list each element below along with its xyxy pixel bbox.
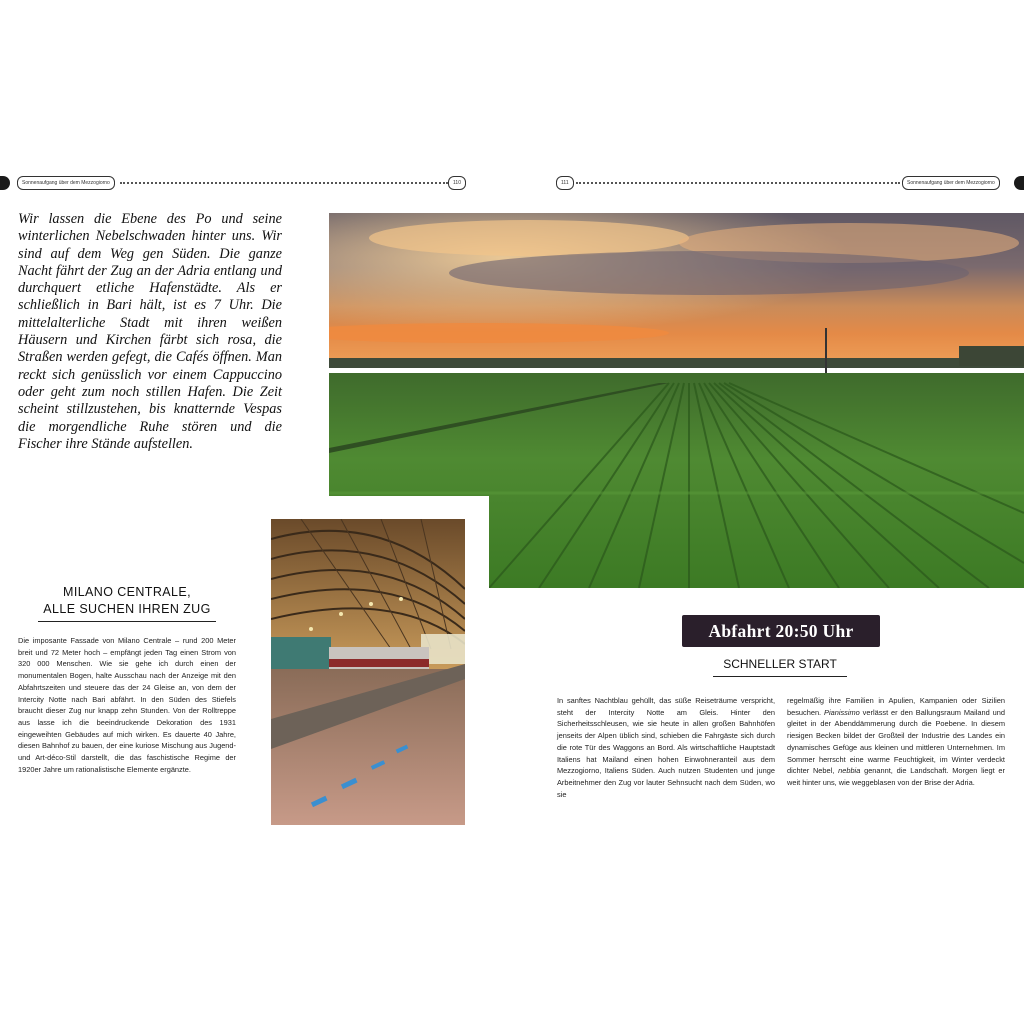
abfahrt-subtitle: SCHNELLER START [723,657,837,671]
page-number-right: 111 [556,176,574,190]
page-number-left: 110 [448,176,466,190]
header-dotted-rule [120,182,448,184]
abfahrt-body-column-2 [787,695,1005,789]
running-header-left [0,176,475,190]
milano-body: Die imposante Fassade von Milano Centrale – rund 200 Meter breit und 72 Meter hoch – empfängt jeden Tag einen Strom von 320 000 Menschen. Wie sie gehe ich durch einen der monumentalen Bogen, halte Ausschau nach der Anzeige mit den Abfahrtszeiten und steuere das der 24 Gleise an, von dem der Intercity Notte nach Bari abfährt. In den Süden des Stiefels braucht dieser Zug nur knapp zehn Stunden. Von der Rolltreppe aus lasse ich die beeindruckende Dekoration des 1931 eingeweihten Gebäudes auf mich wirken. Es dauerte 40 Jahre, diesen Bahnhof zu bauen, der eine kuriose Mischung aus Jugend- und Art-déco-Stil darstellt, die das faschistische Regime der 1920er Jahre um rationalistische Elemente ergänzte. [18,636,236,774]
milano-heading-line2: ALLE SUCHEN IHREN ZUG [43,602,211,616]
header-title-left: Sonnenaufgang über dem Mezzogiorno [17,176,115,190]
col2-text-3: genannt, die Landschaft. Morgen liegt er weit hinter uns, wie weggeblasen von der Brise der Adria. [787,766,1006,787]
abfahrt-subtitle-rule [713,676,847,677]
running-header-right [550,176,1024,190]
page-edge-marker [1014,176,1024,190]
header-dotted-rule [576,182,900,184]
col2-italic-pianissimo: Pianissimo [824,707,860,717]
col2-italic-nebbia: nebbia [838,766,861,776]
intro-paragraph: Wir lassen die Ebene des Po und seine winterlichen Nebelschwaden hinter uns. Wir sind auf dem Weg gen Süden. Die ganze Nacht fährt der Zug an der Adria entlang und durchquert etliche Hafenstädte. Als er schließlich in Bari hält, ist es 7 Uhr. Die mittelalterliche Stadt mit ihren weißen Häusern und Kirchen färbt sich rosa, die Straßen werden gefegt, die Cafés öffnen. Man reckt sich genüsslich vor einem Cappuccino oder geht zum noch stillen Hafen. Die Zeit scheint stillzustehen, bis knatternde Vespas die morgendliche Ruhe stören und die Fischer ihre Stände aufstellen. [18,211,282,452]
milano-heading-rule [38,621,216,622]
milano-heading [38,584,216,618]
col2-text-1: regelmäßig ihre Familien in Apulien, Kampanien oder Sizilien besuchen. [787,696,1005,717]
abfahrt-title-badge: Abfahrt 20:50 Uhr [682,615,880,647]
page-edge-marker [0,176,10,190]
station-photo-graphic [271,519,465,825]
header-title-right: Sonnenaufgang über dem Mezzogiorno [902,176,1000,190]
milano-centrale-photo [271,519,465,825]
milano-heading-line1: MILANO CENTRALE, [63,585,191,599]
col2-text-2: verlässt er den Ballungsraum Mailand und gleitet in der Abenddämmerung durch die Poebene. In diesem riesigen Becken bildet der Großteil der Industrie des Landes ein dynamisches Gefüge aus kleinen und mittleren Unternehmen. Im Sommer herrscht eine warme Feuchtigkeit, im Winter verdeckt dichter Nebel, [787,707,1005,776]
abfahrt-body-column-1: In sanftes Nachtblau gehüllt, das süße Reiseträume verspricht, steht der Intercity Notte am Gleis. Hinter den Sicherheitsschleusen, wie sie heute in allen großen Bahnhöfen jenseits der Alpen üblich sind, schieben die Fahrgäste sich durch die rote Tür des Waggons an Bord. Als wirtschaftliche Hauptstadt Italiens hat Mailand einen hohen Einwohneranteil aus dem Mezzogiorno, Italiens Süden. Auch nutzen Studenten und junge Arbeitnehmer den Zug vor lauter Sehnsucht nach dem Süden, wo sie [557,696,775,799]
